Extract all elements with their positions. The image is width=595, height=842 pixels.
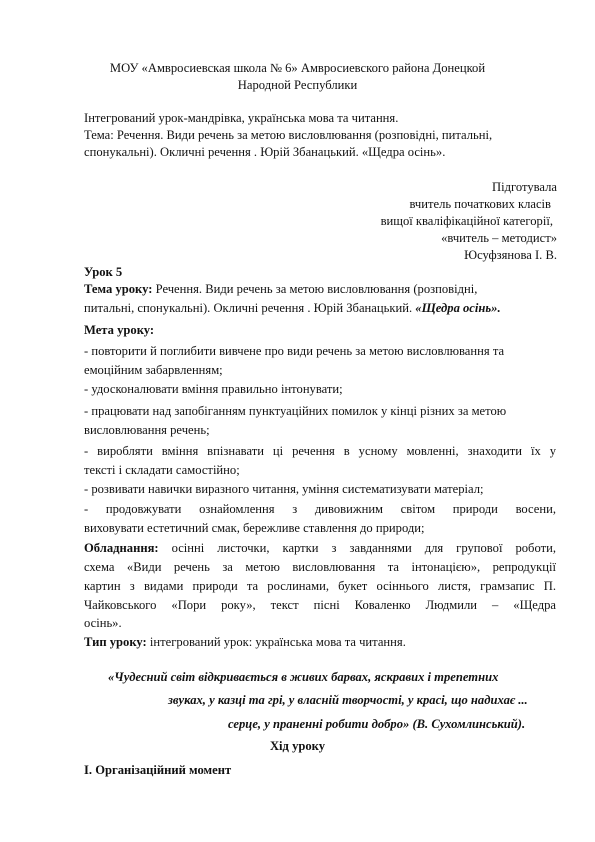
school-name-line1: МОУ «Амвросиевская школа № 6» Амвросиевского района Донецкой <box>109 61 486 75</box>
intro-topic-line: спонукальні). Окличні речення . Юрій Збанацький. «Щедра осінь». <box>84 145 446 159</box>
goal-line: емоційним забарвленням; <box>84 363 223 377</box>
epigraph-line: серце, у праненні робити добро» (В. Сухомлинський). <box>228 717 526 731</box>
author-line: вищої кваліфікаційної категорії, <box>380 214 553 228</box>
equipment-line: Чайковського «Пори року», текст пісні Коваленко Людмили – «Щедра <box>84 598 556 612</box>
topic-text: Речення. Види речень за метою висловлювання (розповідні, <box>152 282 478 296</box>
topic-label: Тема уроку: <box>84 282 153 296</box>
goal-line: - продовжувати ознайомлення з дивовижним світом природи восени, <box>84 502 556 516</box>
goal-line: - розвивати навички виразного читання, уміння систематизувати матеріал; <box>84 482 484 496</box>
equipment-line: картин з видами природи та рослинами, букет осіннього листя, грамзапис П. <box>84 579 556 593</box>
author-line: Підготувала <box>492 180 557 194</box>
goal-label: Мета уроку: <box>84 323 155 337</box>
lesson-topic <box>84 300 501 316</box>
lesson-topic <box>84 281 477 297</box>
goal-line: висловлювання речень; <box>84 423 210 437</box>
author-line: вчитель початкових класів <box>409 197 551 211</box>
author-line: «вчитель – методист» <box>441 231 557 245</box>
intro-line: Інтегрований урок-мандрівка, українська мова та читання. <box>84 111 399 125</box>
epigraph-line: звуках, у казці та грі, у власній творчості, у красі, що надихає ... <box>168 693 528 707</box>
goal-line: - повторити й поглибити вивчене про види речень за метою висловлювання та <box>84 344 505 358</box>
epigraph-line: «Чудесний світ відкривається в живих барвах, яскравих і трепетних <box>108 670 499 684</box>
equipment-label: Обладнання: <box>84 541 159 555</box>
equipment-line: осінь». <box>84 616 122 630</box>
type-label: Тип уроку: <box>84 635 147 649</box>
goal-line: - удосконалювати вміння правильно інтонувати; <box>84 382 343 396</box>
goal-line: - виробляти вміння впізнавати ці речення в усному мовленні, знаходити їх у <box>84 444 556 458</box>
lesson-type: Тип уроку: інтегрований урок: українська мова та читання. <box>84 635 406 649</box>
topic-title: «Щедра осінь». <box>415 301 501 315</box>
goal-line: - працювати над запобіганням пунктуаційних помилок у кінці різних за метою <box>84 404 507 418</box>
school-name-line2: Народной Республики <box>237 78 358 92</box>
goal-line: тексті і складати самостійно; <box>84 463 240 477</box>
intro-topic-line: Тема: Речення. Види речень за метою висловлювання (розповідні, питальні, <box>84 128 493 142</box>
course-title: Хід уроку <box>269 739 326 753</box>
author-name: Юсуфзянова І. В. <box>464 248 557 262</box>
equipment-line: схема «Види речень за метою висловлювання та інтонацією», репродукції <box>84 560 556 574</box>
section-heading: І. Організаційний момент <box>84 763 232 777</box>
topic-text: питальні, спонукальні). Окличні речення . Юрій Збанацький. <box>84 301 416 315</box>
equipment-line: Обладнання: осінні листочки, картки з завданнями для групової роботи, <box>84 541 556 555</box>
goal-line: виховувати естетичний смак, бережливе ставлення до природи; <box>84 521 425 535</box>
lesson-title: Урок 5 <box>84 265 123 279</box>
